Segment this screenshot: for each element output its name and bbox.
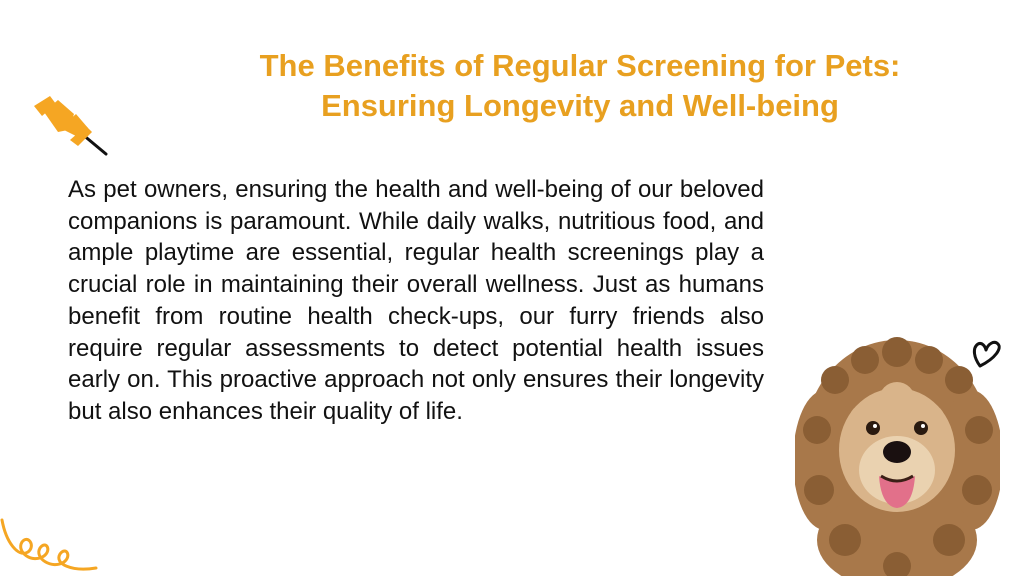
dog-image xyxy=(795,330,1000,576)
slide-title xyxy=(200,46,960,126)
squiggle-decoration xyxy=(0,512,98,576)
title-line-1: The Benefits of Regular Screening for Pets: xyxy=(259,48,901,83)
pushpin-icon xyxy=(30,92,112,160)
title-line-2: Ensuring Longevity and Well-being xyxy=(321,88,839,123)
body-paragraph: As pet owners, ensuring the health and well-being of our beloved companions is paramount. While daily walks, nutritious food, and ample playtime are essential, regular health screenings play a crucial role in maintaining their overall wellness. Just as humans benefit from routine health check-ups, our furry friends also require regular assessments to detect potential health issues early on. This proactive approach not only ensures their longevity but also enhances their quality of life. xyxy=(68,176,764,425)
